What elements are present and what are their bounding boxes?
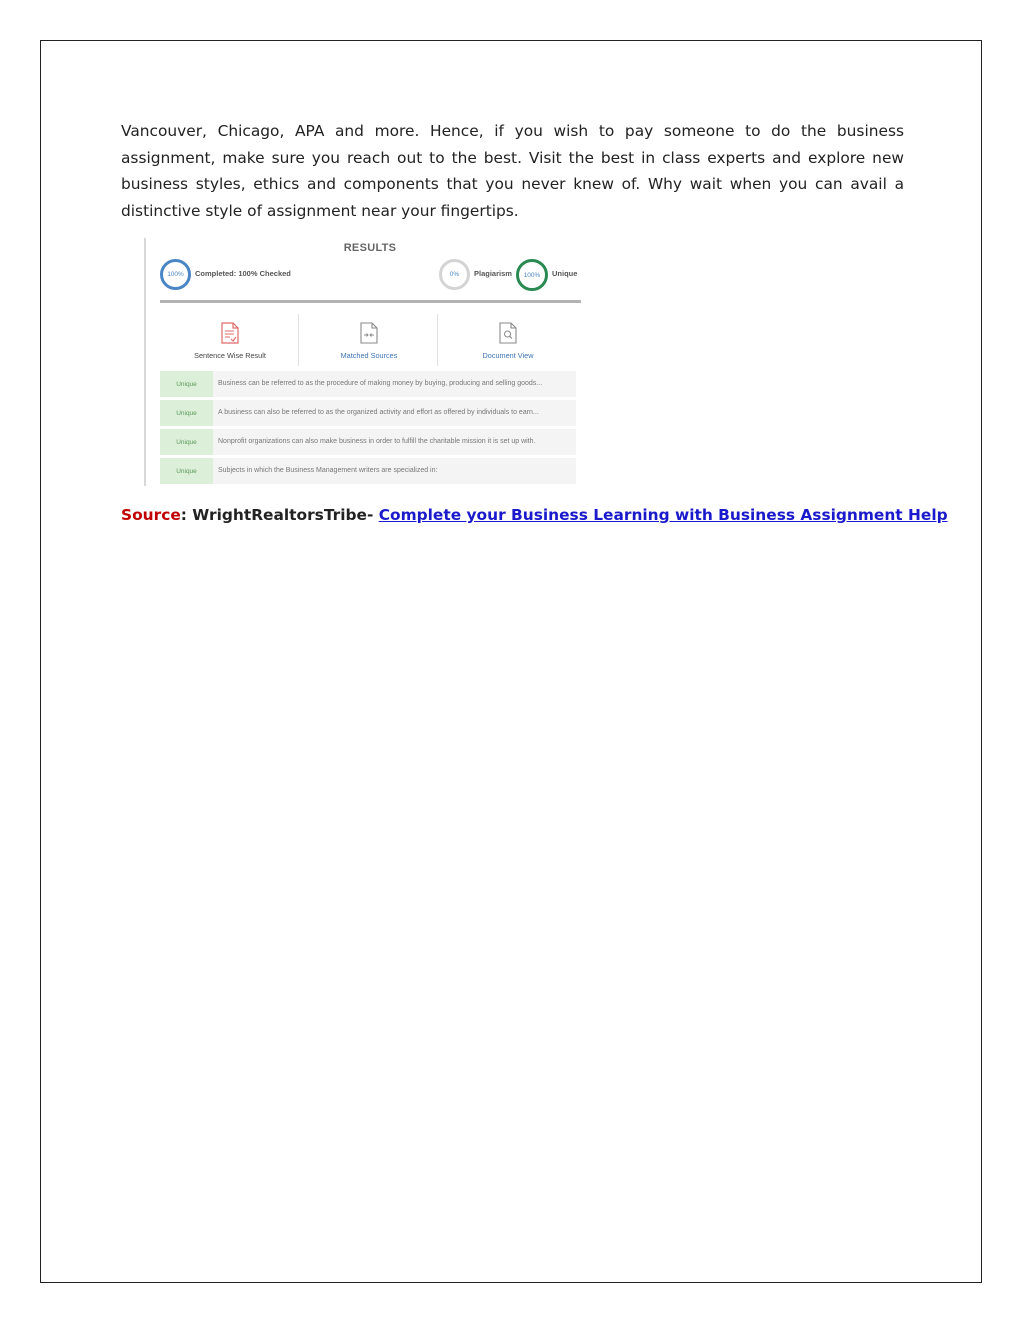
result-row[interactable] <box>160 458 576 484</box>
source-line <box>121 506 948 524</box>
document-arrows-icon <box>360 322 378 344</box>
tab-document-view[interactable] <box>438 314 578 366</box>
plagiarism-ring-value: 0% <box>449 271 460 278</box>
result-sentence: A business can also be referred to as the organized activity and effort as offered by individuals to earn... <box>218 409 539 416</box>
page-border <box>40 40 982 1283</box>
result-sentence: Subjects in which the Business Management writers are specialized in: <box>218 467 438 474</box>
unique-label: Unique <box>552 269 578 278</box>
unique-badge: Unique <box>160 429 213 455</box>
unique-ring-value: 100% <box>523 271 541 279</box>
tab-label: Sentence Wise Result <box>194 351 266 360</box>
completed-ring-value: 100% <box>167 271 184 278</box>
source-label: Source <box>121 506 181 524</box>
unique-badge: Unique <box>160 371 213 397</box>
source-link[interactable]: Complete your Business Learning with Business Assignment Help <box>378 506 948 524</box>
tab-label: Document View <box>482 351 534 360</box>
body-paragraph: Vancouver, Chicago, APA and more. Hence, if you wish to pay someone to do the business assignment, make sure you reach out to the best. Visit the best in class experts and explore new business styles, ethics and components that you never knew of. Why wait when you can avail a distinctive style of assignment near your fingertips. <box>121 122 904 220</box>
screenshot-left-rule <box>144 238 146 486</box>
source-dash: - <box>366 506 379 524</box>
completed-ring <box>160 259 191 290</box>
tab-matched-sources[interactable] <box>299 314 439 366</box>
unique-ring <box>516 259 548 291</box>
document-search-icon <box>499 322 517 344</box>
results-title: RESULTS <box>343 242 397 254</box>
tab-label: Matched Sources <box>340 351 398 360</box>
unique-badge: Unique <box>160 400 213 426</box>
result-row[interactable] <box>160 371 576 397</box>
result-row[interactable] <box>160 400 576 426</box>
source-separator: : <box>180 506 193 524</box>
result-row[interactable] <box>160 429 576 455</box>
tab-sentence-wise-result[interactable] <box>160 314 300 366</box>
completed-label: Completed: 100% Checked <box>195 269 291 278</box>
document-check-icon <box>221 322 239 344</box>
result-sentence: Business can be referred to as the procedure of making money by buying, producing and selling goods... <box>218 380 543 387</box>
results-divider <box>160 300 581 303</box>
source-site: WrightRealtorsTribe <box>192 506 367 524</box>
sentence-results-list <box>160 371 576 487</box>
result-sentence: Nonprofit organizations can also make business in order to fulfill the charitable mission it is set up with. <box>218 438 536 445</box>
results-screenshot <box>144 238 582 488</box>
plagiarism-label: Plagiarism <box>474 269 512 278</box>
unique-badge: Unique <box>160 458 213 484</box>
plagiarism-ring <box>439 259 470 290</box>
